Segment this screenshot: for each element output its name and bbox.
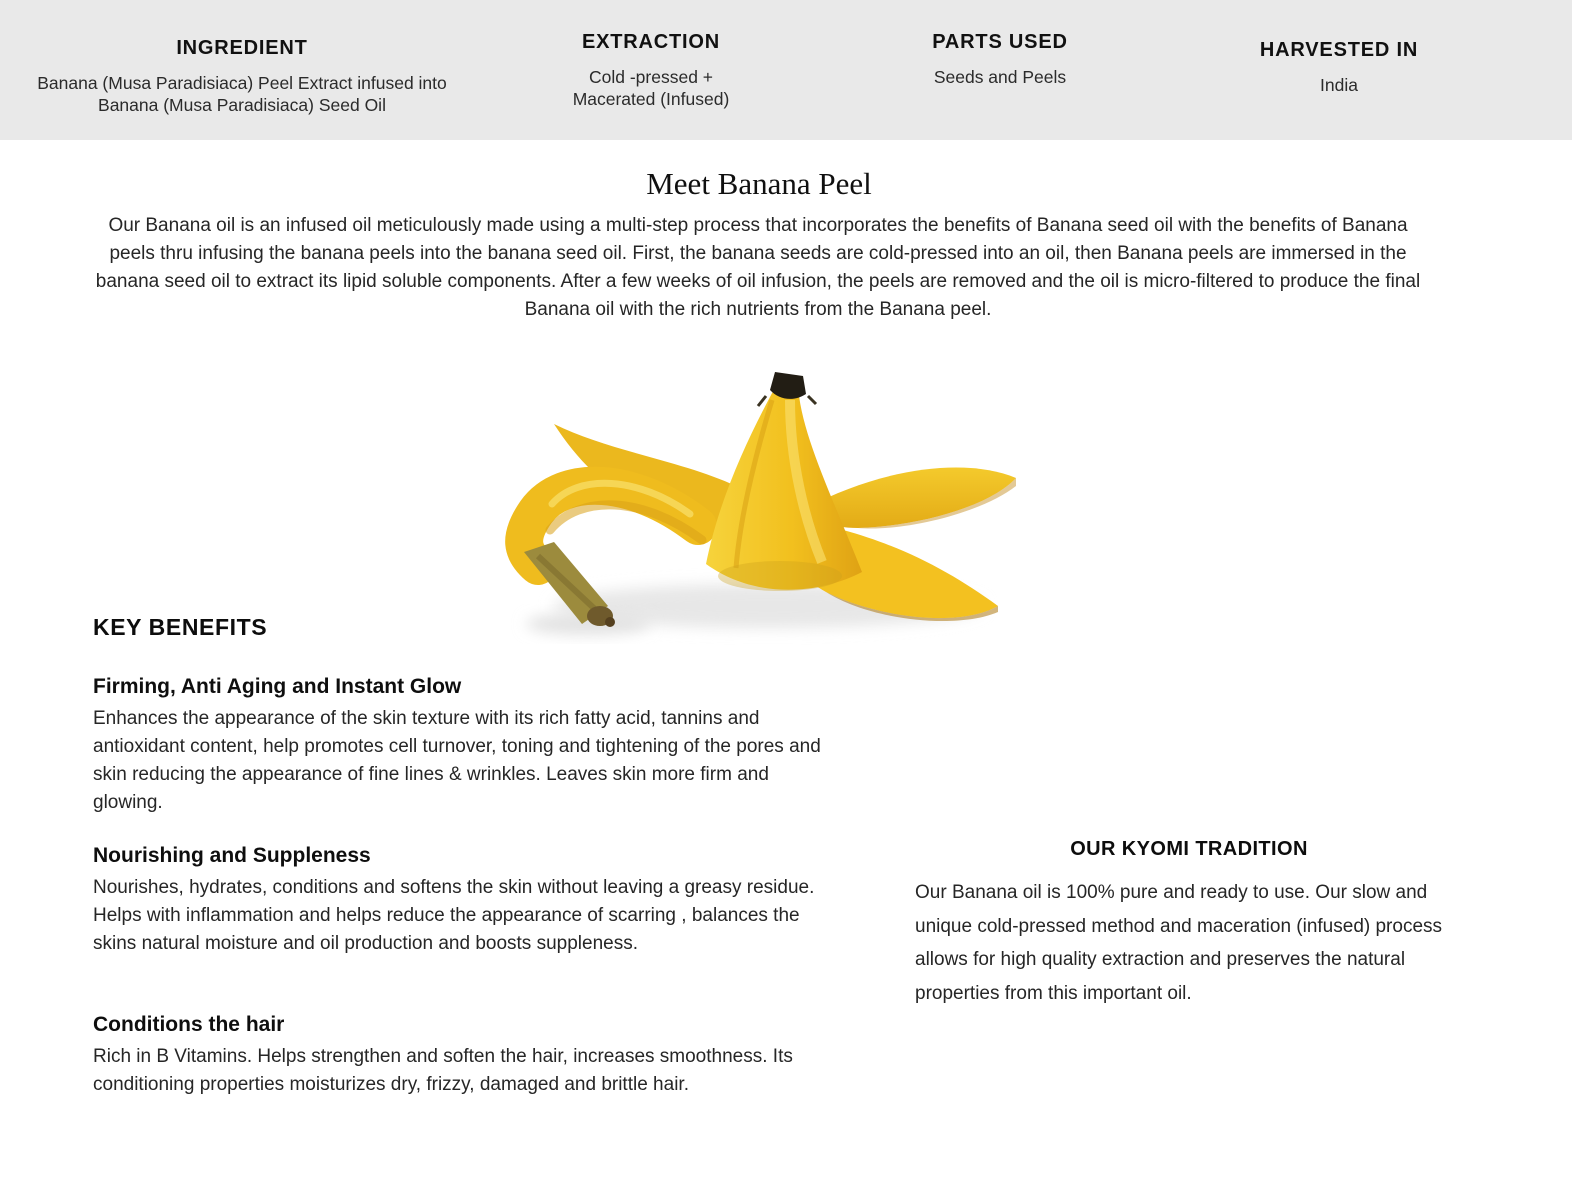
- spec-value: [1179, 75, 1499, 97]
- tradition-body: Our Banana oil is 100% pure and ready to use. Our slow and unique cold-pressed method and maceration (infused) process allows for high quality extraction and preserves the natural properties from this important oil.: [915, 882, 1443, 1004]
- spec-value-line: Banana (Musa Paradisiaca) Seed Oil: [98, 94, 386, 115]
- spec-label: INGREDIENT: [176, 37, 308, 59]
- peel-stem-tip-detail: [605, 617, 615, 627]
- spec-col-ingredient: [2, 37, 482, 116]
- spec-value: [840, 67, 1160, 89]
- key-benefits-heading: KEY BENEFITS: [93, 614, 268, 640]
- benefit-body: Rich in B Vitamins. Helps strengthen and soften the hair, increases smoothness. Its conditioning properties moisturizes dry, frizzy, damaged and brittle hair.: [93, 1046, 793, 1095]
- benefit-title: Conditions the hair: [93, 1013, 285, 1036]
- spec-col-parts-used: [840, 31, 1160, 89]
- spec-label: EXTRACTION: [582, 31, 720, 53]
- benefit-item-firming: [93, 675, 843, 817]
- banana-peel-image: [458, 366, 1032, 660]
- benefit-item-nourishing: [93, 844, 843, 958]
- page-title: Meet Banana Peel: [646, 166, 872, 201]
- peel-center: [706, 382, 862, 590]
- benefit-title: Nourishing and Suppleness: [93, 844, 371, 867]
- spec-value-line: Macerated (Infused): [572, 88, 730, 109]
- spec-value: [491, 67, 811, 110]
- spec-col-harvested-in: [1179, 39, 1499, 97]
- benefit-item-hair: [93, 1013, 843, 1099]
- tradition-section: [915, 838, 1463, 1010]
- spec-value-line: Cold -pressed +: [588, 67, 714, 87]
- spec-label: HARVESTED IN: [1259, 39, 1419, 61]
- tradition-heading: OUR KYOMI TRADITION: [1070, 838, 1308, 860]
- spec-value-line: Banana (Musa Paradisiaca) Peel Extract infused into: [37, 73, 447, 93]
- spec-bar: [0, 0, 1572, 140]
- peel-base-shade: [718, 561, 842, 591]
- spec-value-line: Seeds and Peels: [933, 67, 1067, 87]
- spec-value: [2, 73, 482, 116]
- benefit-body: Enhances the appearance of the skin texture with its rich fatty acid, tannins and antioxidant content, help promotes cell turnover, toning and tightening of the pores and skin reducing the appearance of fine lines & wrinkles. Leaves skin more firm and glowing.: [93, 708, 821, 813]
- intro-paragraph: Our Banana oil is an infused oil meticulously made using a multi-step process that incorporates the benefits of Banana seed oil with the benefits of Banana peels thru infusing the banana peels into the banana seed oil. First, the banana seeds are cold-pressed into an oil, then Banana peels are immersed in the banana seed oil to extract its lipid soluble components. After a few weeks of oil infusion, the peels are removed and the oil is micro-filtered to produce the final Banana oil with the rich nutrients from the Banana peel.: [95, 215, 1421, 320]
- benefit-title: Firming, Anti Aging and Instant Glow: [93, 675, 462, 698]
- spec-col-extraction: [491, 31, 811, 110]
- spec-value-line: India: [1320, 75, 1358, 95]
- banana-peel-illustration: [458, 366, 1032, 660]
- benefit-body: Nourishes, hydrates, conditions and softens the skin without leaving a greasy residue. Helps with inflammation and helps reduce the appearance of scarring , balances the skins natural moisture and oil production and boosts suppleness.: [93, 877, 815, 954]
- spec-label: PARTS USED: [932, 31, 1068, 53]
